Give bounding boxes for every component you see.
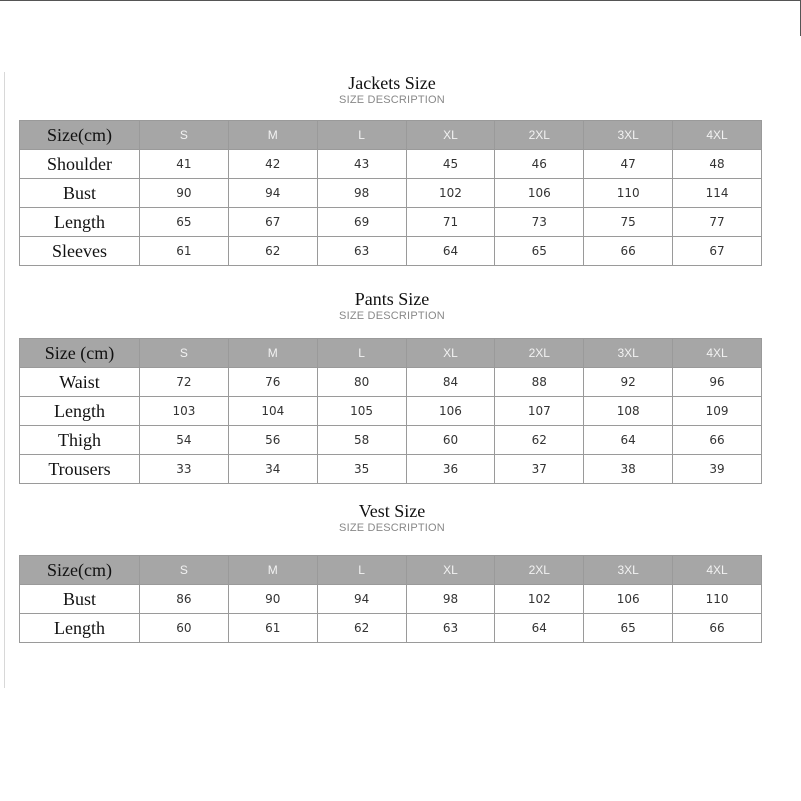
table-row (20, 585, 762, 614)
table-row (20, 455, 762, 484)
jackets-size-table (19, 120, 762, 266)
table-cell: 46 (495, 150, 584, 179)
table-cell: 62 (317, 614, 406, 643)
table-cell: 76 (228, 368, 317, 397)
table-cell: 109 (673, 397, 762, 426)
table-cell: 106 (406, 397, 495, 426)
header-row (20, 556, 762, 585)
size-column-header: XL (406, 556, 495, 585)
table-cell: 94 (317, 585, 406, 614)
size-column-header: XL (406, 339, 495, 368)
size-column-header: M (228, 556, 317, 585)
table-cell: 54 (140, 426, 229, 455)
table-cell: 37 (495, 455, 584, 484)
table-cell: 62 (228, 237, 317, 266)
table-cell: 64 (584, 426, 673, 455)
table-cell: 65 (584, 614, 673, 643)
jackets-section (19, 73, 762, 107)
row-label: Bust (20, 585, 140, 614)
table-cell: 43 (317, 150, 406, 179)
table-cell: 66 (584, 237, 673, 266)
table-cell: 67 (673, 237, 762, 266)
table-cell: 94 (228, 179, 317, 208)
row-label: Waist (20, 368, 140, 397)
table-cell: 66 (673, 426, 762, 455)
size-column-header: 2XL (495, 121, 584, 150)
size-column-header: S (140, 339, 229, 368)
pants-subtitle: SIZE DESCRIPTION (339, 310, 445, 322)
table-cell: 105 (317, 397, 406, 426)
table-cell: 102 (495, 585, 584, 614)
header-row (20, 339, 762, 368)
size-column-header: S (140, 556, 229, 585)
table-cell: 64 (495, 614, 584, 643)
table-cell: 107 (495, 397, 584, 426)
size-column-header: 2XL (495, 556, 584, 585)
table-cell: 110 (584, 179, 673, 208)
table-cell: 48 (673, 150, 762, 179)
vest-subtitle: SIZE DESCRIPTION (339, 522, 445, 534)
jackets-subtitle: SIZE DESCRIPTION (339, 94, 445, 106)
size-column-header: 4XL (673, 121, 762, 150)
size-column-header: 4XL (673, 339, 762, 368)
row-label: Shoulder (20, 150, 140, 179)
size-header-label: Size(cm) (20, 556, 140, 585)
size-header-label: Size (cm) (20, 339, 140, 368)
row-label: Trousers (20, 455, 140, 484)
size-column-header: S (140, 121, 229, 150)
table-row (20, 237, 762, 266)
size-column-header: M (228, 121, 317, 150)
table-cell: 90 (140, 179, 229, 208)
pants-section (19, 289, 762, 323)
pants-title: Pants Size (354, 289, 430, 309)
table-cell: 65 (495, 237, 584, 266)
size-column-header: XL (406, 121, 495, 150)
table-cell: 75 (584, 208, 673, 237)
table-cell: 47 (584, 150, 673, 179)
table-cell: 45 (406, 150, 495, 179)
vest-section (19, 501, 762, 535)
size-column-header: 3XL (584, 121, 673, 150)
table-cell: 71 (406, 208, 495, 237)
table-cell: 41 (140, 150, 229, 179)
table-cell: 67 (228, 208, 317, 237)
table-cell: 58 (317, 426, 406, 455)
table-cell: 88 (495, 368, 584, 397)
table-row (20, 397, 762, 426)
size-column-header: 4XL (673, 556, 762, 585)
table-cell: 66 (673, 614, 762, 643)
table-cell: 103 (140, 397, 229, 426)
size-column-header: 2XL (495, 339, 584, 368)
size-column-header: M (228, 339, 317, 368)
table-cell: 73 (495, 208, 584, 237)
table-cell: 62 (495, 426, 584, 455)
row-label: Thigh (20, 426, 140, 455)
table-cell: 63 (406, 614, 495, 643)
table-row (20, 426, 762, 455)
table-cell: 42 (228, 150, 317, 179)
size-header-label: Size(cm) (20, 121, 140, 150)
table-cell: 106 (495, 179, 584, 208)
table-cell: 114 (673, 179, 762, 208)
table-row (20, 150, 762, 179)
top-border (0, 0, 801, 1)
table-row (20, 614, 762, 643)
table-cell: 80 (317, 368, 406, 397)
table-row (20, 208, 762, 237)
table-cell: 35 (317, 455, 406, 484)
table-cell: 64 (406, 237, 495, 266)
table-row (20, 179, 762, 208)
table-cell: 36 (406, 455, 495, 484)
table-cell: 92 (584, 368, 673, 397)
jackets-title: Jackets Size (348, 73, 436, 93)
pants-size-table (19, 338, 762, 484)
table-cell: 86 (140, 585, 229, 614)
table-cell: 106 (584, 585, 673, 614)
left-rule (4, 72, 5, 688)
vest-title: Vest Size (358, 501, 426, 521)
table-cell: 61 (228, 614, 317, 643)
table-cell: 38 (584, 455, 673, 484)
vest-size-table (19, 555, 762, 643)
table-cell: 104 (228, 397, 317, 426)
table-cell: 65 (140, 208, 229, 237)
size-column-header: L (317, 556, 406, 585)
row-label: Length (20, 208, 140, 237)
table-row (20, 368, 762, 397)
table-cell: 72 (140, 368, 229, 397)
row-label: Length (20, 397, 140, 426)
table-cell: 102 (406, 179, 495, 208)
table-cell: 56 (228, 426, 317, 455)
table-cell: 34 (228, 455, 317, 484)
table-cell: 39 (673, 455, 762, 484)
table-cell: 60 (406, 426, 495, 455)
table-cell: 60 (140, 614, 229, 643)
table-cell: 63 (317, 237, 406, 266)
row-label: Sleeves (20, 237, 140, 266)
table-cell: 77 (673, 208, 762, 237)
table-cell: 98 (317, 179, 406, 208)
table-cell: 96 (673, 368, 762, 397)
table-cell: 84 (406, 368, 495, 397)
header-row (20, 121, 762, 150)
table-cell: 98 (406, 585, 495, 614)
table-cell: 33 (140, 455, 229, 484)
size-column-header: L (317, 339, 406, 368)
table-cell: 69 (317, 208, 406, 237)
size-column-header: 3XL (584, 339, 673, 368)
table-cell: 108 (584, 397, 673, 426)
table-cell: 61 (140, 237, 229, 266)
row-label: Length (20, 614, 140, 643)
size-column-header: 3XL (584, 556, 673, 585)
size-column-header: L (317, 121, 406, 150)
table-cell: 90 (228, 585, 317, 614)
row-label: Bust (20, 179, 140, 208)
table-cell: 110 (673, 585, 762, 614)
